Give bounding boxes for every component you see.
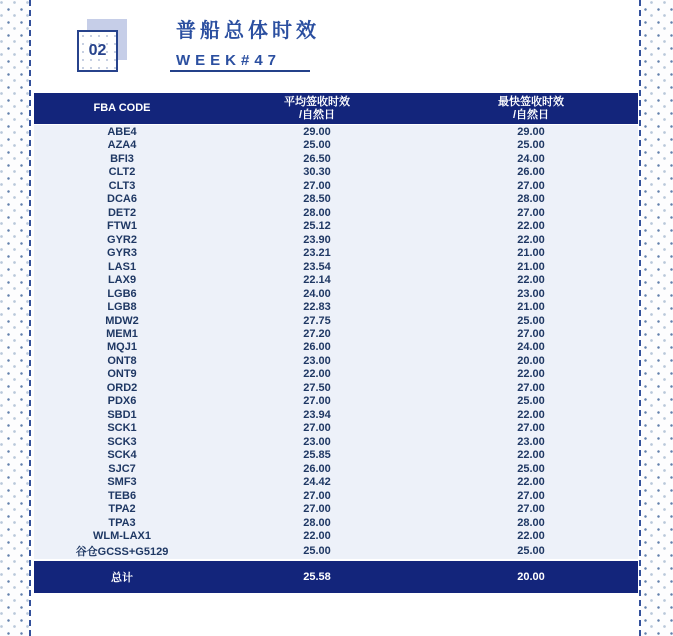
table-row <box>34 395 638 408</box>
table-row <box>34 341 638 354</box>
cell-avg: 23.94 <box>303 408 331 421</box>
table-row <box>34 246 638 259</box>
cell-code: WLM-LAX1 <box>92 530 152 543</box>
table-total-row <box>34 561 638 593</box>
table-row <box>34 327 638 340</box>
cell-avg: 27.20 <box>303 328 331 340</box>
table-row <box>34 408 638 421</box>
cell-fastest: 27.00 <box>517 328 545 340</box>
cell-avg: 27.00 <box>303 395 331 408</box>
cell-fastest: 25.00 <box>517 314 545 327</box>
col-header-fastest-days <box>424 93 638 124</box>
cell-fastest: 27.00 <box>517 489 545 502</box>
cell-code: PDX6 <box>107 395 137 408</box>
table-row <box>34 489 638 502</box>
cell-fastest: 27.00 <box>517 206 545 219</box>
cell-fastest: 26.00 <box>517 166 545 179</box>
cell-avg: 22.83 <box>303 301 331 314</box>
cell-avg: 27.00 <box>303 503 331 516</box>
table-row <box>34 273 638 286</box>
cell-fastest: 23.00 <box>517 287 545 300</box>
cell-fastest: 27.00 <box>517 422 545 435</box>
table-row <box>34 287 638 300</box>
cell-fastest: 24.00 <box>517 341 545 354</box>
cell-fastest: 25.00 <box>517 395 545 408</box>
cell-fastest: 27.00 <box>517 381 545 394</box>
cell-code: ONT9 <box>107 368 137 381</box>
cell-code: 谷仓GCSS+G5129 <box>75 546 169 559</box>
col-header-label: 最快签收时效 <box>498 95 564 108</box>
cell-avg: 28.00 <box>303 516 331 529</box>
week-label: WEEK#47 <box>176 52 282 69</box>
table-row <box>34 152 638 165</box>
total-fastest-value: 20.00 <box>517 571 545 583</box>
cell-code: SCK3 <box>107 435 137 448</box>
cell-avg: 26.50 <box>303 152 331 165</box>
cell-fastest: 22.00 <box>517 274 545 287</box>
cell-avg: 27.00 <box>303 179 331 192</box>
cell-avg: 27.50 <box>303 381 331 394</box>
table-row <box>34 233 638 246</box>
table-body <box>34 125 638 559</box>
table-row <box>34 314 638 327</box>
table-row <box>34 422 638 435</box>
cell-code: ORD2 <box>106 381 138 394</box>
table-row <box>34 368 638 381</box>
cell-fastest: 25.00 <box>517 139 545 152</box>
col-header-fba-code <box>34 93 210 124</box>
cell-code: GYR3 <box>107 247 137 260</box>
cell-avg: 28.00 <box>303 206 331 219</box>
cell-avg: 30.30 <box>303 166 331 179</box>
table-row <box>34 435 638 448</box>
cell-fastest: 27.00 <box>517 503 545 516</box>
cell-fastest: 22.00 <box>517 233 545 246</box>
cell-fastest: 22.00 <box>517 368 545 381</box>
cell-fastest: 21.00 <box>517 247 545 260</box>
cell-code: SCK4 <box>107 449 137 462</box>
total-label: 总计 <box>111 572 133 584</box>
table-header-row <box>34 93 638 124</box>
cell-avg: 29.00 <box>303 125 331 138</box>
cell-fastest: 22.00 <box>517 530 545 543</box>
cell-code: LAX9 <box>107 274 137 287</box>
col-header-sublabel: /自然日 <box>298 108 336 121</box>
cell-avg: 25.12 <box>303 220 331 233</box>
cell-avg: 23.21 <box>303 247 331 260</box>
cell-fastest: 22.00 <box>517 408 545 421</box>
cell-code: CLT2 <box>108 166 136 179</box>
cell-code: ONT8 <box>107 354 137 367</box>
cell-fastest: 27.00 <box>517 179 545 192</box>
section-number-badge <box>77 30 118 72</box>
cell-fastest: 20.00 <box>517 354 545 367</box>
cell-avg: 23.90 <box>303 233 331 246</box>
cell-fastest: 23.00 <box>517 435 545 448</box>
table-row <box>34 206 638 219</box>
cell-code: LGB6 <box>107 287 137 300</box>
cell-avg: 26.00 <box>303 341 331 354</box>
cell-avg: 22.00 <box>303 530 331 543</box>
cell-code: SJC7 <box>108 462 136 475</box>
cell-code: DET2 <box>107 206 137 219</box>
cell-fastest: 28.00 <box>517 193 545 206</box>
cell-code: CLT3 <box>108 179 136 192</box>
report-card <box>29 0 641 636</box>
cell-fastest: 21.00 <box>517 260 545 273</box>
cell-avg: 25.00 <box>303 545 331 558</box>
cell-avg: 28.50 <box>303 193 331 206</box>
cell-code: LGB8 <box>107 301 137 314</box>
cell-code: GYR2 <box>107 233 137 246</box>
cell-code: BFI3 <box>110 152 134 165</box>
table-row <box>34 179 638 192</box>
cell-code: DCA6 <box>107 193 137 206</box>
title-block <box>176 14 320 69</box>
table-row <box>34 476 638 489</box>
cell-avg: 23.00 <box>303 354 331 367</box>
cell-avg: 27.00 <box>303 422 331 435</box>
cell-code: TEB6 <box>107 489 137 502</box>
cell-code: SBD1 <box>107 408 137 421</box>
cell-fastest: 22.00 <box>517 220 545 233</box>
table-row <box>34 192 638 205</box>
table-row <box>34 530 638 543</box>
table-row <box>34 503 638 516</box>
cell-code: TPA2 <box>108 503 136 516</box>
cell-fastest: 25.00 <box>517 545 545 558</box>
cell-avg: 25.85 <box>303 449 331 462</box>
cell-avg: 27.00 <box>303 489 331 502</box>
cell-avg: 23.54 <box>303 260 331 273</box>
table-row <box>34 260 638 273</box>
title-underline <box>170 70 310 72</box>
cell-code: MEM1 <box>106 328 138 340</box>
cell-code: FTW1 <box>107 220 137 233</box>
table-row <box>34 165 638 178</box>
cell-code: SCK1 <box>107 422 137 435</box>
cell-avg: 25.00 <box>303 139 331 152</box>
cell-fastest: 22.00 <box>517 476 545 489</box>
cell-avg: 24.00 <box>303 287 331 300</box>
col-header-label: 平均签收时效 <box>284 95 350 108</box>
table-row <box>34 516 638 529</box>
cell-code: SMF3 <box>107 476 137 489</box>
cell-fastest: 22.00 <box>517 449 545 462</box>
table-row <box>34 354 638 367</box>
table-row <box>34 543 638 559</box>
table-row <box>34 138 638 151</box>
delivery-time-table <box>34 93 638 593</box>
cell-fastest: 24.00 <box>517 152 545 165</box>
table-row <box>34 219 638 232</box>
table-row <box>34 449 638 462</box>
col-header-avg-days <box>210 93 424 124</box>
table-row <box>34 300 638 313</box>
cell-avg: 24.42 <box>303 476 331 489</box>
cell-fastest: 28.00 <box>517 516 545 529</box>
cell-avg: 27.75 <box>303 314 331 327</box>
cell-code: MDW2 <box>105 314 139 327</box>
page-title: 普船总体时效 <box>176 20 320 42</box>
cell-avg: 22.14 <box>303 274 331 287</box>
cell-fastest: 29.00 <box>517 125 545 138</box>
col-header-sublabel: /自然日 <box>512 108 550 121</box>
cell-code: MQJ1 <box>107 341 137 354</box>
cell-fastest: 21.00 <box>517 301 545 314</box>
cell-fastest: 25.00 <box>517 462 545 475</box>
section-number: 02 <box>88 42 107 59</box>
cell-avg: 22.00 <box>303 368 331 381</box>
cell-code: AZA4 <box>107 139 137 152</box>
cell-avg: 23.00 <box>303 435 331 448</box>
table-row <box>34 381 638 394</box>
col-header-label: FBA CODE <box>93 102 151 114</box>
table-row <box>34 462 638 475</box>
cell-code: ABE4 <box>107 125 137 138</box>
total-avg-value: 25.58 <box>303 571 331 583</box>
cell-avg: 26.00 <box>303 462 331 475</box>
cell-code: LAS1 <box>107 260 137 273</box>
cell-code: TPA3 <box>108 516 136 529</box>
table-row <box>34 125 638 138</box>
